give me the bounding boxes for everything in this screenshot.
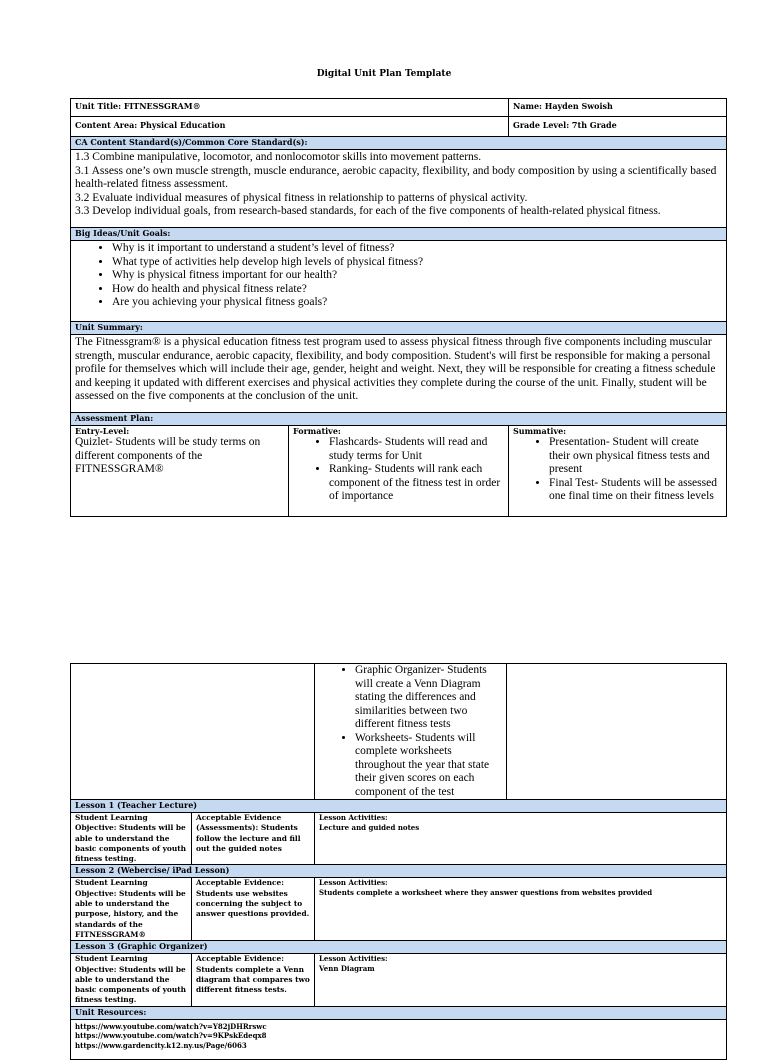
list-item: • Why is physical fitness important for our health? [112,269,722,283]
lesson-1-header: Lesson 1 (Teacher Lecture) [71,800,727,813]
lesson-2-activities: Students complete a worksheet where they answer questions from websites provided [319,888,653,898]
lesson-2-objective: Student Learning Objective: Students will be able to understand the purpose, history, and the standards of the FITNESSGRAM® [71,878,192,941]
content-area-cell [71,117,509,137]
lesson-activities-label: Lesson Activities: [319,813,388,822]
resources-header: Unit Resources: [71,1006,727,1019]
standard-item: 3.1 Assess one’s own muscle strength, muscle endurance, aerobic capacity, flexibility, and body composition by using a scientifically based health-related fitness assessment. [75,164,717,190]
entry-level-cell [71,426,289,517]
assessment-header: Assessment Plan: [71,413,727,426]
summative-cont-cell [507,664,727,800]
name-cell [509,99,727,117]
summative-label: Summative: [513,426,567,436]
entry-level-cont-cell [71,664,315,800]
lesson-1-evidence: Acceptable Evidence (Assessments): Students follow the lecture and fill out the guided notes [192,813,315,865]
standards-cell [71,150,727,228]
formative-cont-cell [315,664,507,800]
list-item: • How do health and physical fitness relate? [112,283,722,297]
resource-link[interactable]: https://www.youtube.com/watch?v=Y82jDHRrswc [75,1021,267,1031]
resource-link[interactable]: https://www.gardencity.k12.ny.us/Page/6063 [75,1040,247,1050]
entry-level-label: Entry-Level: [75,426,130,436]
big-ideas-header: Big Ideas/Unit Goals: [71,228,727,241]
unit-plan-table-page1 [70,98,727,517]
lesson-activities-label: Lesson Activities: [319,878,388,888]
document-title: Digital Unit Plan Template [316,69,452,79]
list-item: • Are you achieving your physical fitness goals? [112,296,722,310]
formative-cell [289,426,509,517]
formative-label: Formative: [293,426,341,436]
lesson-1-activities: Lecture and guided notes [319,823,420,832]
lesson-3-activities: Venn Diagram [319,964,375,974]
lesson-3-objective: Student Learning Objective: Students will be able to understand the basic components of youth fitness testing. [71,954,192,1006]
list-item: • What type of activities help develop high levels of physical fitness? [112,256,722,270]
list-item: • Graphic Organizer- Students will create a Venn Diagram stating the differences and similarities between two different fitness tests [355,664,502,732]
summative-cell [509,426,727,517]
author-name: Name: Hayden Swoish [513,101,613,111]
unit-summary-text: The Fitnessgram® is a physical education fitness test program used to assess physical fitness through five components including muscular strength, muscular endurance, aerobic capacity, flexibility, and body composition. Student's will first be responsible for making a personal profile for themselves which will include their age, gender, height and weight. Next, they will be responsible for creating a fitness schedule and keeping it updated with different exercises and physical activities they complete during the course of the unit. Finally, student will be assessed on the five components at the conclusion of the unit. [75,336,716,402]
unit-plan-table-page2 [70,663,727,1060]
lesson-2-header: Lesson 2 (Webercise/ iPad Lesson) [71,865,727,878]
summative-list [513,436,722,504]
list-item: • Why is it important to understand a student’s level of fitness? [112,242,722,256]
resource-link[interactable]: https://www.youtube.com/watch?v=9KPskEdeqx8 [75,1031,267,1041]
lesson-1-objective: Student Learning Objective: Students will be able to understand the basic components of youth fitness testing. [71,813,192,865]
entry-level-text: Quizlet- Students will be study terms on different components of the FITNESSGRAM® [75,436,261,475]
standard-item: 1.3 Combine manipulative, locomotor, and nonlocomotor skills into movement patterns. [75,151,482,163]
lesson-3-activities-cell [315,954,727,1006]
grade-level-cell [509,117,727,137]
summary-header: Unit Summary: [71,322,727,335]
unit-title-cell [71,99,509,117]
list-item: • Presentation- Student will create their own physical fitness tests and present [549,436,722,477]
grade-level: Grade Level: 7th Grade [513,120,617,130]
lesson-2-activities-cell [315,878,727,941]
content-area: Content Area: Physical Education [75,120,226,130]
big-ideas-cell [71,241,727,322]
list-item: • Final Test- Students will be assessed one final time on their fitness levels [549,477,722,504]
list-item: • Worksheets- Students will complete worksheets throughout the year that state their given scores on each component of the test [355,732,502,800]
summary-cell [71,335,727,413]
standards-header: CA Content Standard(s)/Common Core Standard(s): [71,137,727,150]
resources-cell [71,1019,727,1059]
lesson-3-header: Lesson 3 (Graphic Organizer) [71,941,727,954]
unit-title: Unit Title: FITNESSGRAM® [75,101,201,111]
list-item: • Flashcards- Students will read and study terms for Unit [329,436,504,463]
lesson-2-evidence: Acceptable Evidence: Students use websites concerning the subject to answer questions provided. [192,878,315,941]
lesson-3-evidence: Acceptable Evidence: Students complete a Venn diagram that compares two different fitness tests. [192,954,315,1006]
formative-list-cont [319,664,502,799]
lesson-1-activities-cell [315,813,727,865]
formative-list [293,436,504,504]
standard-item: 3.3 Develop individual goals, from research-based standards, for each of the five components of health-related physical fitness. [75,205,661,217]
lesson-activities-label: Lesson Activities: [319,954,388,964]
list-item: • Ranking- Students will rank each component of the fitness test in order of importance [329,463,504,504]
standard-item: 3.2 Evaluate individual measures of physical fitness in relationship to patterns of physical activity. [75,191,528,204]
big-ideas-list [75,242,722,310]
